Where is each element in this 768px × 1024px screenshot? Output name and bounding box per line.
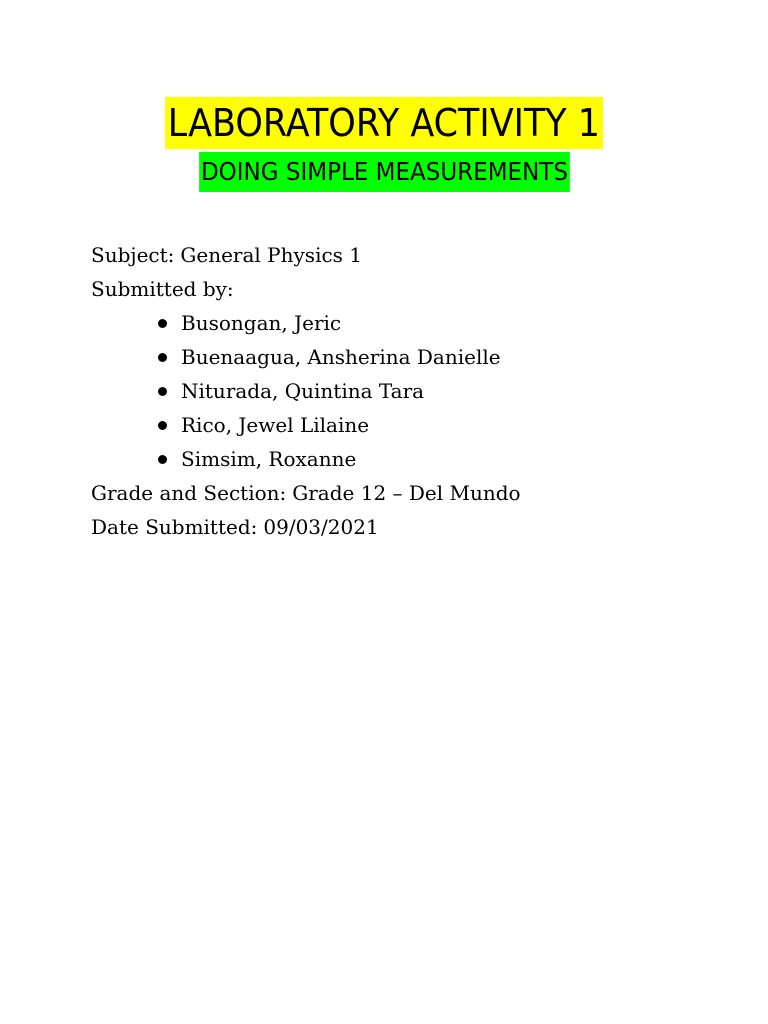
subject-value: General Physics 1 (180, 243, 363, 267)
bullet-icon (158, 421, 167, 430)
bullet-icon (158, 353, 167, 362)
subject-label: Subject: (91, 243, 175, 267)
grade-section-label: Grade and Section: (91, 481, 287, 505)
member-name: Niturada, Quintina Tara (181, 379, 425, 403)
member-list (91, 306, 711, 476)
list-item (91, 306, 711, 340)
member-name: Busongan, Jeric (181, 311, 342, 335)
subject-line (91, 238, 711, 272)
date-submitted-label: Date Submitted: (91, 515, 258, 539)
title-block (0, 97, 768, 149)
member-name: Buenaagua, Ansherina Danielle (181, 345, 501, 369)
bullet-icon (158, 319, 167, 328)
grade-section-line (91, 476, 711, 510)
document-body (91, 238, 711, 544)
list-item (91, 340, 711, 374)
list-item (91, 408, 711, 442)
bullet-icon (158, 455, 167, 464)
date-submitted-value: 09/03/2021 (263, 515, 379, 539)
list-item (91, 374, 711, 408)
member-name: Rico, Jewel Lilaine (181, 413, 370, 437)
date-submitted-line (91, 510, 711, 544)
submitted-by-label: Submitted by: (91, 277, 234, 301)
list-item (91, 442, 711, 476)
grade-section-value: Grade 12 – Del Mundo (292, 481, 521, 505)
document-subtitle: DOING SIMPLE MEASUREMENTS (199, 152, 570, 192)
member-name: Simsim, Roxanne (181, 447, 357, 471)
document-title: LABORATORY ACTIVITY 1 (165, 97, 603, 149)
submitted-by-line (91, 272, 711, 306)
subtitle-block (0, 152, 768, 192)
bullet-icon (158, 387, 167, 396)
